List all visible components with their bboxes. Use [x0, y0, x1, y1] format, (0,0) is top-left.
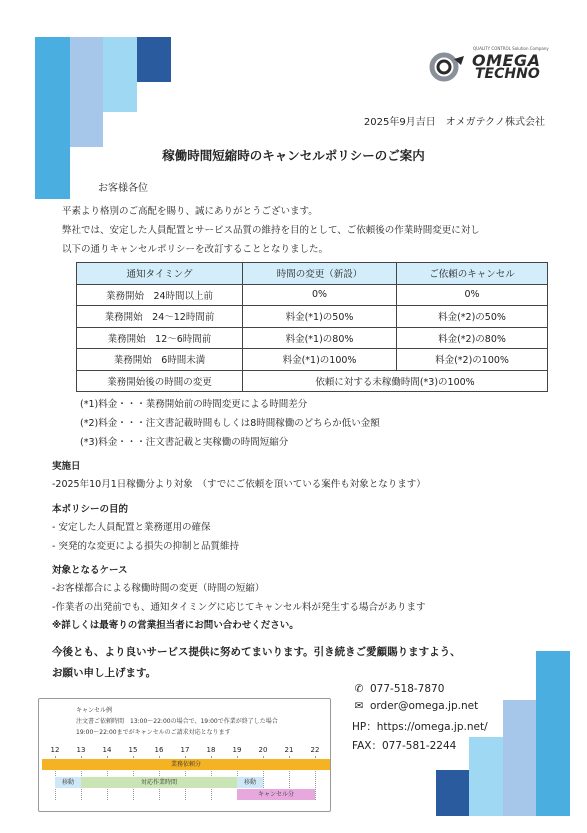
hour-tick: 13 — [76, 746, 86, 754]
page-title: 稼働時間短縮時のキャンセルポリシーのご案内 — [162, 148, 425, 163]
logo-word-omega: OMEGA — [472, 51, 541, 70]
phone-number: 077-518-7870 — [370, 683, 445, 695]
hour-tick: 14 — [102, 746, 112, 754]
table-cell: 業務開始 6時間未満 — [77, 349, 243, 371]
table-cell: 料金(*2)の80% — [397, 327, 548, 349]
purpose-item: - 突発的な変更による損失の抑制と品質維持 — [52, 541, 239, 552]
hour-tick: 15 — [128, 746, 138, 754]
logo-mark-icon — [426, 50, 466, 84]
policy-table — [76, 262, 548, 392]
bar-move-1: 移動 — [55, 777, 81, 788]
email-address: order@omega.jp.net — [370, 700, 479, 712]
decor-block — [436, 770, 469, 816]
intro-line-2: 弊社では、安定した人員配置とサービス品質の維持を目的として、ご依頼後の作業時間変更に対し — [62, 225, 480, 236]
table-header-row — [77, 263, 548, 285]
table-header: ご依頼のキャンセル — [397, 263, 548, 285]
table-cell: 業務開始 24～12時間前 — [77, 306, 243, 328]
example-line-1: 注文書ご依頼時間 13:00～22:00の場合で、19:00で作業が終了した場合 — [76, 718, 278, 725]
table-cell: 料金(*1)の100% — [243, 349, 397, 371]
table-cell: 依頼に対する未稼働時間(*3)の100% — [243, 370, 548, 392]
table-header: 通知タイミング — [77, 263, 243, 285]
decor-block — [469, 737, 503, 816]
table-cell: 料金(*2)の100% — [397, 349, 548, 371]
hour-tick: 17 — [180, 746, 190, 754]
intro-line-1: 平素より格別のご高配を賜り、誠にありがとうございます。 — [62, 206, 318, 217]
bar-move-2: 移動 — [237, 777, 263, 788]
hour-tick: 18 — [206, 746, 216, 754]
greeting: お客様各位 — [98, 183, 148, 194]
cases-heading: 対象となるケース — [52, 565, 128, 576]
closing-line-2: お願い申し上げます。 — [52, 667, 157, 679]
table-row — [77, 349, 548, 371]
table-cell: 料金(*2)の50% — [397, 306, 548, 328]
contact-hp: HP：https://omega.jp.net/ — [352, 721, 488, 733]
cases-item: -作業者の出発前でも、通知タイミングに応じてキャンセル料が発生する場合があります — [52, 602, 426, 613]
decor-block — [103, 37, 137, 112]
effective-heading: 実施日 — [52, 461, 81, 472]
purpose-heading: 本ポリシーの目的 — [52, 504, 129, 515]
company-logo — [423, 45, 548, 85]
table-row — [77, 327, 548, 349]
table-cell: 料金(*1)の80% — [243, 327, 397, 349]
intro-line-3: 以下の通りキャンセルポリシーを改訂することとなりました。 — [62, 244, 329, 255]
table-cell: 業務開始 12～6時間前 — [77, 327, 243, 349]
cases-item: -お客様都合による稼働時間の変更（時間の短縮） — [52, 583, 265, 594]
cancel-example-box — [38, 698, 331, 812]
hour-tick: 20 — [258, 746, 268, 754]
envelope-icon: ✉ — [354, 700, 364, 712]
note-3: (*3)料金・・・注文書記載と実稼働の時間短縮分 — [80, 437, 289, 448]
cases-emphasis: ※詳しくは最寄りの営業担当者にお問い合わせください。 — [52, 620, 299, 631]
logo-tagline: QUALITY CONTROL Solution Company — [473, 46, 549, 51]
hour-tick: 19 — [232, 746, 242, 754]
closing-line-1: 今後とも、より良いサービス提供に努めてまいります。引き続きご愛顧賜りますよう、 — [52, 646, 461, 658]
logo-word-techno: TECHNO — [475, 66, 540, 82]
table-row — [77, 306, 548, 328]
bar-work-requested: 業務依頼分 — [42, 759, 330, 770]
example-title: キャンセル例 — [76, 707, 113, 714]
hour-tick: 21 — [284, 746, 294, 754]
purpose-item: - 安定した人員配置と業務運用の確保 — [52, 522, 211, 533]
note-2: (*2)料金・・・注文書記載時間もしくは8時間稼働のどちらか低い金額 — [80, 418, 380, 429]
effective-text: -2025年10月1日稼働分より対象 （すでにご依頼を頂いている案件も対象となります） — [52, 479, 426, 490]
decor-block — [536, 651, 570, 816]
table-cell: 業務開始 24時間以上前 — [77, 284, 243, 306]
decor-block — [503, 700, 536, 816]
table-cell: 0% — [397, 284, 548, 306]
contact-email — [352, 700, 478, 712]
table-header: 時間の変更（新設） — [243, 263, 397, 285]
decor-block — [70, 37, 103, 147]
decor-block — [35, 37, 70, 199]
table-cell: 0% — [243, 284, 397, 306]
bar-onsite-work: 対応作業時間 — [81, 777, 237, 788]
contact-fax: FAX：077-581-2244 — [352, 740, 457, 752]
contact-phone — [352, 683, 444, 695]
note-1: (*1)料金・・・業務開始前の時間変更による時間差分 — [80, 399, 308, 410]
hour-tick: 22 — [310, 746, 320, 754]
phone-icon: ✆ — [354, 683, 364, 695]
decor-block — [137, 37, 171, 82]
bar-cancel-portion: キャンセル分 — [237, 789, 315, 800]
hour-tick: 12 — [50, 746, 60, 754]
example-line-2: 19:00～22:00までがキャンセルのご請求対応となります — [76, 729, 231, 736]
table-row — [77, 284, 548, 306]
table-cell: 料金(*1)の50% — [243, 306, 397, 328]
hour-tick: 16 — [154, 746, 164, 754]
table-cell: 業務開始後の時間の変更 — [77, 370, 243, 392]
table-row — [77, 370, 548, 392]
date-company: 2025年9月吉日 オメガテクノ株式会社 — [363, 117, 545, 128]
